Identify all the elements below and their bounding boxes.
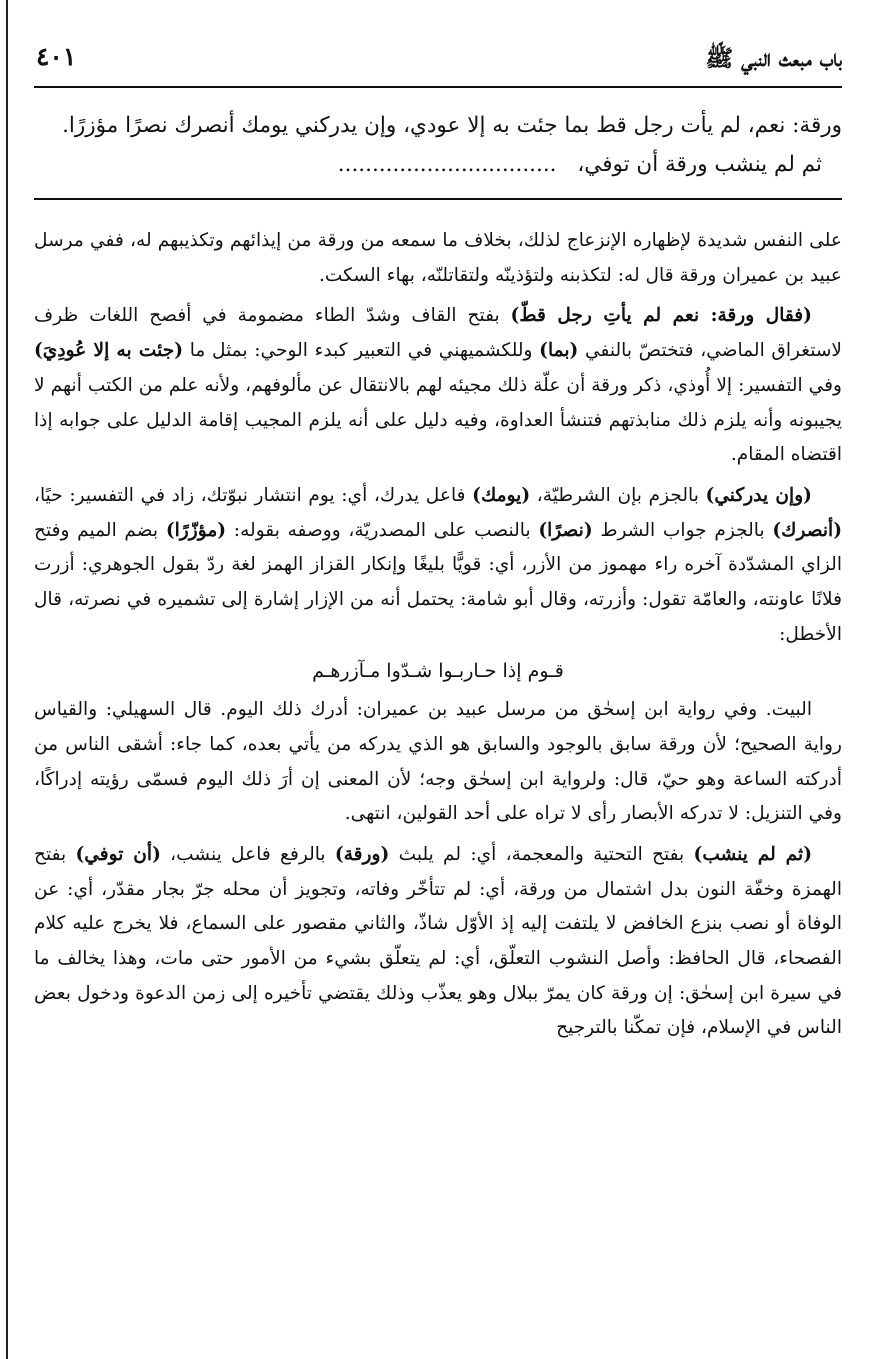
running-head: باب مبعث النبي ﷺ bbox=[705, 45, 842, 72]
quoted-phrase: (ثم لم ينشب) bbox=[693, 843, 812, 865]
commentary bbox=[34, 224, 842, 1046]
page bbox=[34, 34, 842, 1046]
quoted-phrase: (وإن يدركني) bbox=[705, 484, 812, 506]
commentary-text: وللكشميهني في التعبير كبدء الوحي: بمثل ما bbox=[183, 340, 540, 362]
hadith-line: ورقة: نعم، لم يأت رجل قط بما جئت به إلا عودي، وإن يدركني يومك أنصرك نصرًا مؤزرًا. bbox=[62, 113, 842, 138]
page-header bbox=[34, 34, 842, 88]
commentary-paragraph: البيت. وفي رواية ابن إسحٰق من مرسل عبيد بن عميران: أدرك ذلك اليوم. قال السهيلي: والقياس رواية الصحيح؛ لأن ورقة سابق بالوجود والسابق هو الذي يدركه من يأتي بعده، كما جاء: أشقى الناس من أدركته الساعة وهو حيّ، قال: ولرواية ابن إسحٰق وجه؛ لأن المعنى إن أرَ ذلك اليوم فسمّى رؤيته إدراكًا، وفي التنزيل: لا تدركه الأبصار رأى لا تراه على أحد القولين، انتهى. bbox=[34, 699, 842, 825]
commentary-text: فاعل يدرك، أي: يوم انتشار نبوّتك، زاد في التفسير: حيًا، bbox=[34, 484, 473, 506]
quoted-phrase: (فقال ورقة: نعم لم يأتِ رجل قطّ) bbox=[510, 305, 812, 327]
commentary-text: بضم الميم وفتح الزاي المشدّدة آخره راء مهموز من الأزر، أي: قويًّا بليغًا وإنكار القزاز الهمز لغة ردّ بقول الجوهري: أزرت فلانًا عاونته، والعامّة تقول: وأزرته، وقال أبو شامة: يحتمل أنه من الإزار إشارة إلى تشميره في نصرته، قال الأخطل: bbox=[34, 519, 842, 645]
commentary-text: بالرفع فاعل ينشب، bbox=[160, 843, 335, 865]
page-edge-rule bbox=[6, 0, 8, 1359]
commentary-text: بفتح القاف وشدّ الطاء مضمومة في أفصح اللغات ظرف لاستغراق الماضي، فتختصّ بالنفي bbox=[34, 305, 843, 362]
commentary-paragraph: على النفس شديدة لإظهاره الإنزعاج لذلك، بخلاف ما سمعه من ورقة من إيذائهم وتكذيبهم له، ففي مرسل عبيد بن عميران ورقة قال له: لتكذبنه ولتؤذينّه ولتقاتلنّه، بهاء السكت. bbox=[34, 230, 842, 286]
quoted-phrase: (جئت به إلا عُودِيَ) bbox=[34, 340, 184, 362]
quoted-phrase: (أنصرك) bbox=[772, 519, 842, 541]
quoted-phrase: (بما) bbox=[539, 340, 579, 362]
quoted-phrase: (ورقة) bbox=[334, 843, 390, 865]
commentary-text: بالجزم جواب الشرط bbox=[592, 519, 773, 541]
quoted-phrase: (أن توفي) bbox=[75, 843, 161, 865]
quoted-phrase: (مؤزّرًا) bbox=[165, 519, 227, 541]
hadith-line-text: ثم لم ينشب ورقة أن توفي، bbox=[577, 152, 822, 177]
commentary-text: بفتح التحتية والمعجمة، أي: لم يلبث bbox=[389, 843, 694, 865]
commentary-paragraph bbox=[34, 838, 842, 1046]
commentary-text: بالجزم بإن الشرطيّة، bbox=[530, 484, 706, 506]
quoted-phrase: (يومك) bbox=[472, 484, 531, 506]
hadith-line bbox=[34, 145, 842, 184]
commentary-paragraph bbox=[34, 299, 842, 473]
dotted-leader: ................................ bbox=[337, 152, 557, 177]
poetry-verse: قـوم إذا حـاربـوا شـدّوا مـآزرهـم bbox=[312, 660, 564, 683]
hadith-text bbox=[34, 106, 842, 200]
commentary-text: وفي التفسير: إلا أُوذي، ذكر ورقة أن علّة ذلك مجيئه لهم بالانتقال عن مألوفهم، ولأنه علم من الكتب أنهم لا يجيبونه وأنه يلزم ذلك منابذتهم فتنشأ العداوة، وفيه دليل على أنه يلزم المجيب إقامة الدليل على جوابه إذا اقتضاه المقام. bbox=[34, 374, 842, 466]
commentary-paragraph bbox=[34, 479, 842, 653]
quoted-phrase: (نصرًا) bbox=[538, 519, 593, 541]
commentary-text: بفتح الهمزة وخفّة النون بدل اشتمال من ورقة، أي: لم تتأخّر وفاته، وتجويز أن محله جرّ بجار مقدّر، أي: عن الوفاة أو نصب بنزع الخافض لا يلتفت إليه إذ الأوّل شاذّ، والثاني مقصور على السماع، فلا يخرج عليه كلام الفصحاء، قال الحافظ: وأصل النشوب التعلّق، أي: لم يتعلّق بشيء من الأمور حتى مات، وهذا يخالف ما في سيرة ابن إسحٰق: إن ورقة كان يمرّ ببلال وهو يعذّب وذلك يقتضي تأخيره إلى زمن الدعوة ودخول بعض الناس في الإسلام، فإن تمكّنا بالترجيح bbox=[34, 843, 842, 1039]
commentary-text: بالنصب على المصدريّة، ووصفه بقوله: bbox=[226, 519, 539, 541]
page-number: ٤٠١ bbox=[36, 42, 77, 71]
